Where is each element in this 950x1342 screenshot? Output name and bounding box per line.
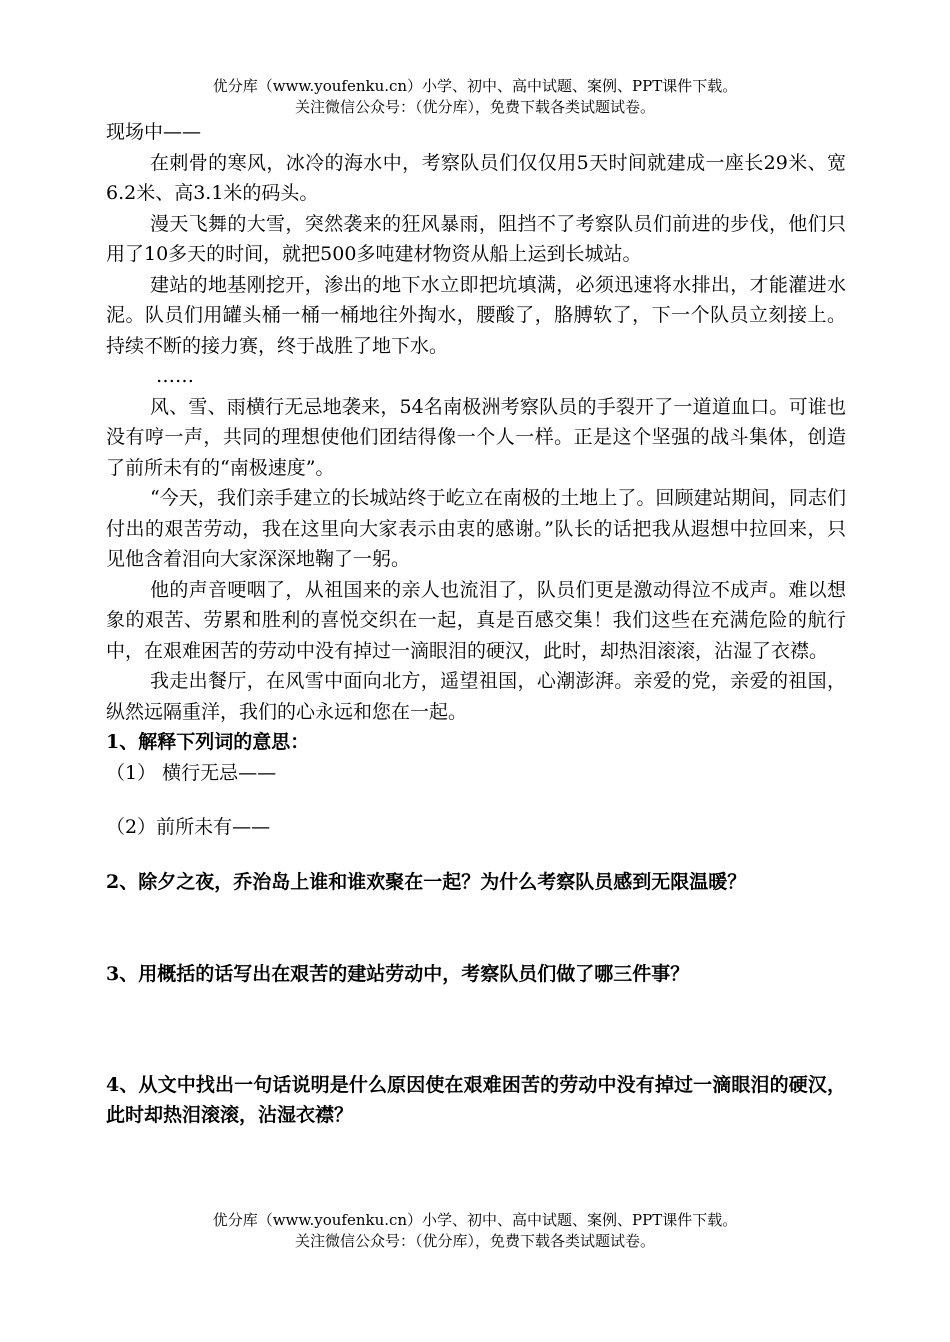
page-header	[0, 76, 950, 118]
answer-space	[106, 897, 846, 959]
question-2: 2、除夕之夜，乔治岛上谁和谁欢聚在一起？为什么考察队员感到无限温暖？	[106, 870, 747, 893]
passage-paragraph: 他的声音哽咽了，从祖国来的亲人也流泪了，队员们更是激动得泣不成声。难以想象的艰苦、劳累和胜利的喜悦交织在一起，真是百感交集！我们这些在充满危险的航行中，在艰难困苦的劳动中没有掉过一滴眼泪的硬汉，此时，却热泪滚滚，沾湿了衣襟。	[106, 578, 846, 662]
question-3: 3、用概括的话写出在艰苦的建站劳动中，考察队员们做了哪三件事？	[106, 963, 690, 985]
document-body	[106, 117, 846, 1131]
question-1: 1、解释下列词的意思：	[106, 731, 310, 753]
question-1-item-1: （1） 横行无忌——	[106, 761, 277, 784]
passage-paragraph: 风、雪、雨横行无忌地袭来，54名南极洲考察队员的手裂开了一道道血口。可谁也没有哼一声，共同的理想使他们团结得像一个人一样。正是这个坚强的战斗集体，创造了前所未有的“南极速度”。	[106, 395, 846, 479]
passage-lead: 现场中——	[106, 121, 202, 143]
answer-space	[106, 990, 846, 1070]
header-line-2: 关注微信公众号：（优分库），免费下载各类试题试卷。	[294, 98, 655, 116]
question-4: 4、从文中找出一句话说明是什么原因使在艰难困苦的劳动中没有掉过一滴眼泪的硬汉，此时却热泪滚滚，沾湿衣襟？	[106, 1073, 846, 1126]
page-footer	[0, 1210, 950, 1252]
answer-space	[106, 843, 846, 867]
passage-paragraph: “今天，我们亲手建立的长城站终于屹立在南极的土地上了。回顾建站期间，同志们付出的艰苦劳动，我在这里向大家表示由衷的感谢。”队长的话把我从遐想中拉回来，只见他含着泪向大家深深地鞠了一躬。	[106, 487, 846, 570]
passage-paragraph: 我走出餐厅，在风雪中面向北方，遥望祖国，心潮澎湃。亲爱的党，亲爱的祖国，纵然远隔重洋，我们的心永远和您在一起。	[106, 670, 846, 723]
passage-paragraph: 在刺骨的寒风，冰冷的海水中，考察队员们仅仅用5天时间就建成一座长29米、宽6.2米、高3.1米的码头。	[106, 151, 846, 204]
footer-line-2: 关注微信公众号：（优分库），免费下载各类试题试卷。	[294, 1232, 655, 1250]
answer-space	[106, 788, 846, 812]
footer-line-1: 优分库（www.youfenku.cn）小学、初中、高中试题、案例、PPT课件下载。	[212, 1211, 738, 1229]
header-line-1: 优分库（www.youfenku.cn）小学、初中、高中试题、案例、PPT课件下载。	[212, 77, 738, 95]
passage-ellipsis: ……	[156, 365, 194, 387]
passage-paragraph: 建站的地基刚挖开，渗出的地下水立即把坑填满，必须迅速将水排出，才能灌进水泥。队员们用罐头桶一桶一桶地往外掏水，腰酸了，胳膊软了，下一个队员立刻接上。持续不断的接力赛，终于战胜了地下水。	[106, 273, 846, 357]
passage-paragraph: 漫天飞舞的大雪，突然袭来的狂风暴雨，阻挡不了考察队员们前进的步伐，他们只用了10多天的时间，就把500多吨建材物资从船上运到长城站。	[106, 212, 846, 265]
question-1-item-2: （2）前所未有——	[106, 816, 271, 838]
